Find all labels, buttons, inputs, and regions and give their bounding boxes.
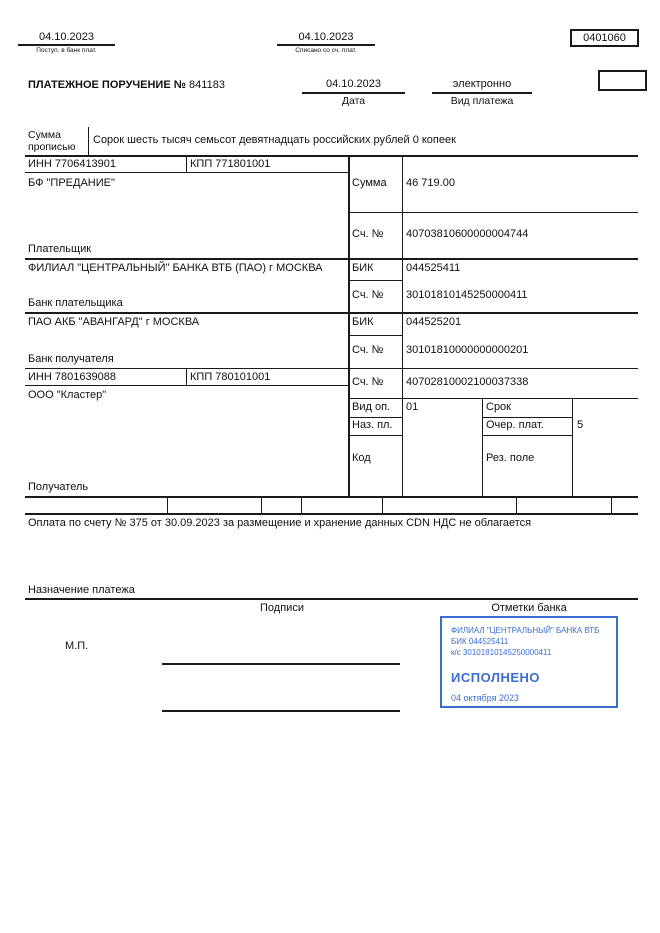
amount-value: 46 719.00 <box>406 177 455 189</box>
table-line <box>301 496 302 513</box>
payer-name: БФ "ПРЕДАНИЕ" <box>28 177 115 189</box>
doc-date-underline <box>302 92 405 94</box>
bank-stamp <box>440 616 618 708</box>
payer-account: 40703810600000004744 <box>406 228 529 240</box>
doc-date: 04.10.2023 <box>325 78 382 90</box>
table-line <box>611 496 612 513</box>
payee-bank-label: Банк получателя <box>28 353 114 365</box>
priority-label: Очер. плат. <box>486 419 544 431</box>
table-line <box>348 212 638 213</box>
received-date: 04.10.2023 <box>38 31 95 43</box>
stamp-date: 04 октября 2023 <box>451 693 520 703</box>
amount-in-words: Сорок шесть тысяч семьсот девятнадцать российских рублей 0 копеек <box>93 134 456 146</box>
payment-kind-underline <box>432 92 532 94</box>
received-date-label: Поступ. в банк плат. <box>36 47 97 54</box>
payee-inn: ИНН 7801639088 <box>28 371 117 383</box>
empty-field-box <box>598 70 647 91</box>
table-line <box>25 258 638 260</box>
payee-bank-corr-label: Сч. № <box>352 344 384 356</box>
term-label: Срок <box>486 401 511 413</box>
payer-bank-name: ФИЛИАЛ "ЦЕНТРАЛЬНЫЙ" БАНКА ВТБ (ПАО) г МОСКВА <box>28 262 323 274</box>
table-line <box>516 496 517 513</box>
payer-kpp: КПП 771801001 <box>190 158 271 170</box>
table-line <box>25 513 638 515</box>
table-line <box>348 335 402 336</box>
table-line <box>25 385 348 386</box>
doc-title: ПЛАТЕЖНОЕ ПОРУЧЕНИЕ № <box>28 79 186 91</box>
payee-bank-name: ПАО АКБ "АВАНГАРД" г МОСКВА <box>28 316 200 328</box>
table-line <box>482 435 572 436</box>
payer-bank-corr: 30101810145250000411 <box>406 289 528 301</box>
table-line <box>167 496 168 513</box>
table-line <box>186 368 187 385</box>
payee-kpp: КПП 780101001 <box>190 371 271 383</box>
payment-name-label: Наз. пл. <box>352 419 393 431</box>
received-date-underline <box>18 44 115 46</box>
debited-date: 04.10.2023 <box>298 31 354 43</box>
table-line <box>572 398 573 496</box>
table-line <box>25 172 348 173</box>
amount-label: Сумма <box>352 177 387 189</box>
mp-label: М.П. <box>65 640 89 652</box>
table-line <box>348 398 638 399</box>
table-line <box>382 496 383 513</box>
signatures-label: Подписи <box>260 602 304 614</box>
table-line <box>482 398 483 496</box>
stamp-bik: БИК 044525411 <box>451 637 509 646</box>
payee-label: Получатель <box>28 481 89 493</box>
payment-kind: электронно <box>452 78 512 90</box>
payer-bank-bik: 044525411 <box>406 262 461 274</box>
divider <box>88 127 89 155</box>
table-line <box>261 496 262 513</box>
payment-kind-label: Вид платежа <box>450 95 514 107</box>
purpose-text: Оплата по счету № 375 от 30.09.2023 за размещение и хранение данных CDN НДС не облагается <box>28 517 532 529</box>
payer-inn: ИНН 7706413901 <box>28 158 117 170</box>
table-line <box>25 155 638 157</box>
debited-date-label: Списано со сч. плат. <box>295 47 357 54</box>
table-line <box>25 496 638 498</box>
op-kind-value: 01 <box>406 401 419 413</box>
payee-account-label: Сч. № <box>352 376 384 388</box>
table-line <box>348 417 402 418</box>
doc-number: 841183 <box>189 79 225 91</box>
amount-in-words-label: Сумма прописью <box>28 129 76 153</box>
payee-name: ООО "Кластер" <box>28 389 107 401</box>
payer-label: Плательщик <box>28 243 92 255</box>
purpose-underline <box>25 598 638 600</box>
purpose-label: Назначение платежа <box>28 584 135 596</box>
code-label: Код <box>352 452 371 464</box>
form-code-box: 0401060 <box>570 29 639 47</box>
table-line <box>348 280 402 281</box>
stamp-bank-name: ФИЛИАЛ "ЦЕНТРАЛЬНЫЙ" БАНКА ВТБ <box>451 626 600 635</box>
doc-date-label: Дата <box>341 95 366 107</box>
bank-marks-label: Отметки банка <box>491 602 567 614</box>
stamp-corr-account: к/с 30101810145250000411 <box>451 648 552 657</box>
debited-date-underline <box>277 44 375 46</box>
table-line <box>25 368 638 369</box>
payer-account-label: Сч. № <box>352 228 384 240</box>
payee-bank-bik: 044525201 <box>406 316 462 328</box>
table-line <box>348 155 350 496</box>
table-line <box>348 435 402 436</box>
signature-line-2 <box>162 710 400 712</box>
op-kind-label: Вид оп. <box>352 401 391 413</box>
stamp-status: ИСПОЛНЕНО <box>451 670 541 685</box>
payee-bank-corr: 30101810000000000201 <box>406 344 529 356</box>
payee-account: 40702810002100037338 <box>406 376 529 388</box>
reserve-field-label: Рез. поле <box>486 452 535 464</box>
payer-bank-bik-label: БИК <box>352 262 374 274</box>
table-line <box>25 312 638 314</box>
table-line <box>482 417 572 418</box>
payee-bank-bik-label: БИК <box>352 316 374 328</box>
table-line <box>186 155 187 172</box>
payer-bank-corr-label: Сч. № <box>352 289 384 301</box>
table-line <box>402 155 403 496</box>
payer-bank-label: Банк плательщика <box>28 297 123 309</box>
signature-line-1 <box>162 663 400 665</box>
priority-value: 5 <box>577 419 584 431</box>
